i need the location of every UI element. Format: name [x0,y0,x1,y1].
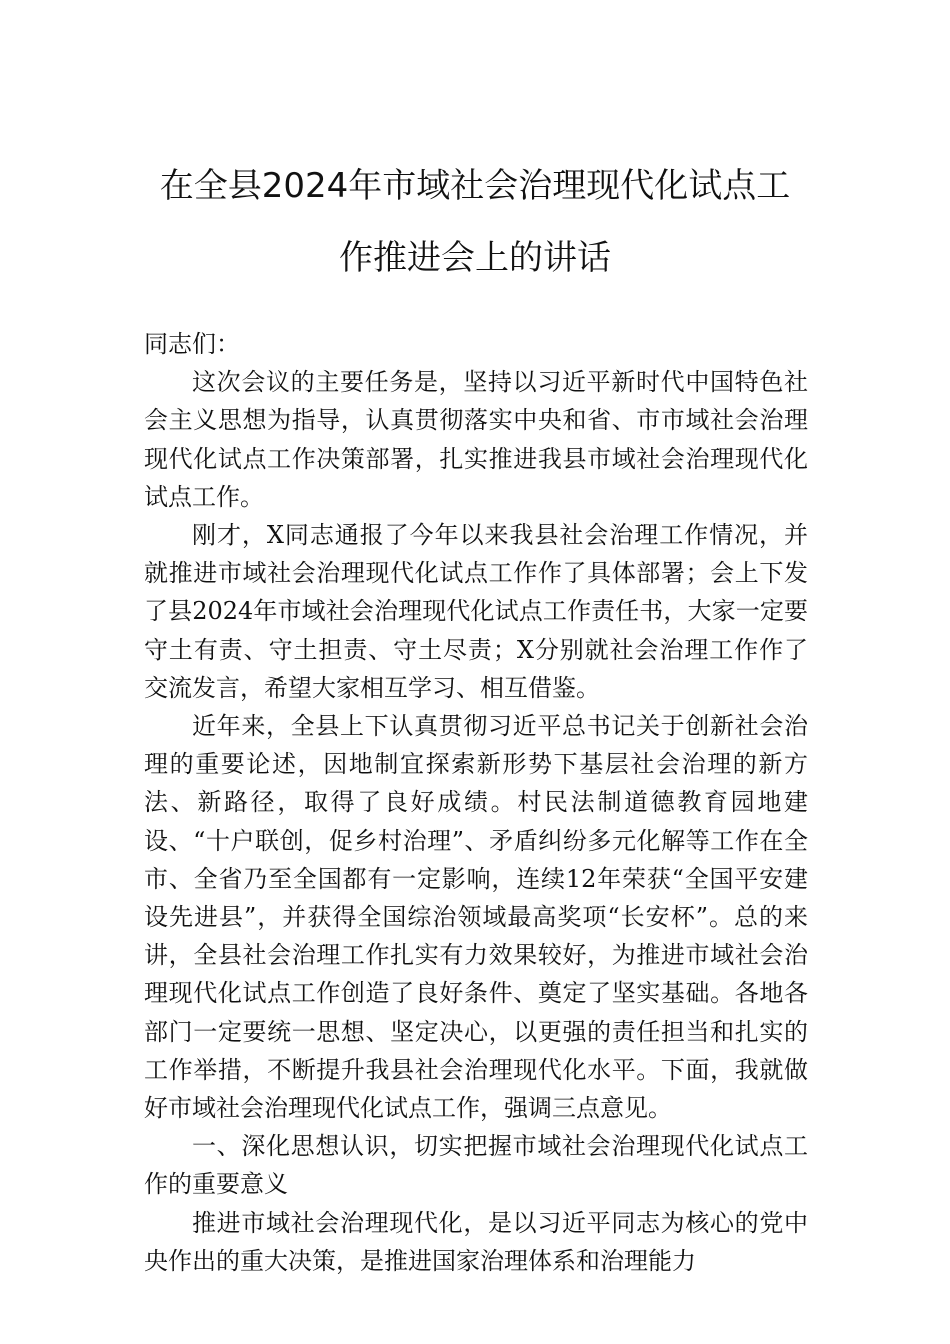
paragraph-recent-years: 近年来，全县上下认真贯彻习近平总书记关于创新社会治理的重要论述，因地制宜探索新形势下基层社会治理的新方法、新路径，取得了良好成绩。村民法制道德教育园地建设、“十户联创，促乡村治理”、矛盾纠纷多元化解等工作在全市、全省乃至全国都有一定影响，连续12年荣获“全国平安建设先进县”，并获得全国综治领域最高奖项“长安杯”。总的来讲，全县社会治理工作扎实有力效果较好，为推进市域社会治理现代化试点工作创造了良好条件、奠定了坚实基础。各地各部门一定要统一思想、坚定决心，以更强的责任担当和扎实的工作举措，不断提升我县社会治理现代化水平。下面，我就做好市域社会治理现代化试点工作，强调三点意见。 [144,712,808,1123]
document-body [144,325,808,1280]
paragraph-briefing: 刚才，X同志通报了今年以来我县社会治理工作情况，并就推进市域社会治理现代化试点工作作了具体部署；会上下发了县2024年市域社会治理现代化试点工作责任书，大家一定要守土有责、守土担责、守土尽责；X分别就社会治理工作作了交流发言，希望大家相互学习、相互借鉴。 [144,521,808,702]
salutation: 同志们： [144,330,240,358]
section-heading-1: 一、深化思想认识，切实把握市域社会治理现代化试点工作的重要意义 [144,1132,808,1199]
paragraph-significance: 推进市域社会治理现代化，是以习近平同志为核心的党中央作出的重大决策，是推进国家治理体系和治理能力 [144,1208,808,1275]
paragraph-meeting-task: 这次会议的主要任务是，坚持以习近平新时代中国特色社会主义思想为指导，认真贯彻落实中央和省、市市域社会治理现代化试点工作决策部署，扎实推进我县市域社会治理现代化试点工作。 [144,368,808,511]
title-line-2: 作推进会上的讲话 [339,238,611,278]
document-title [120,150,830,294]
title-line-1: 在全县2024年市域社会治理现代化试点工 [159,166,791,206]
